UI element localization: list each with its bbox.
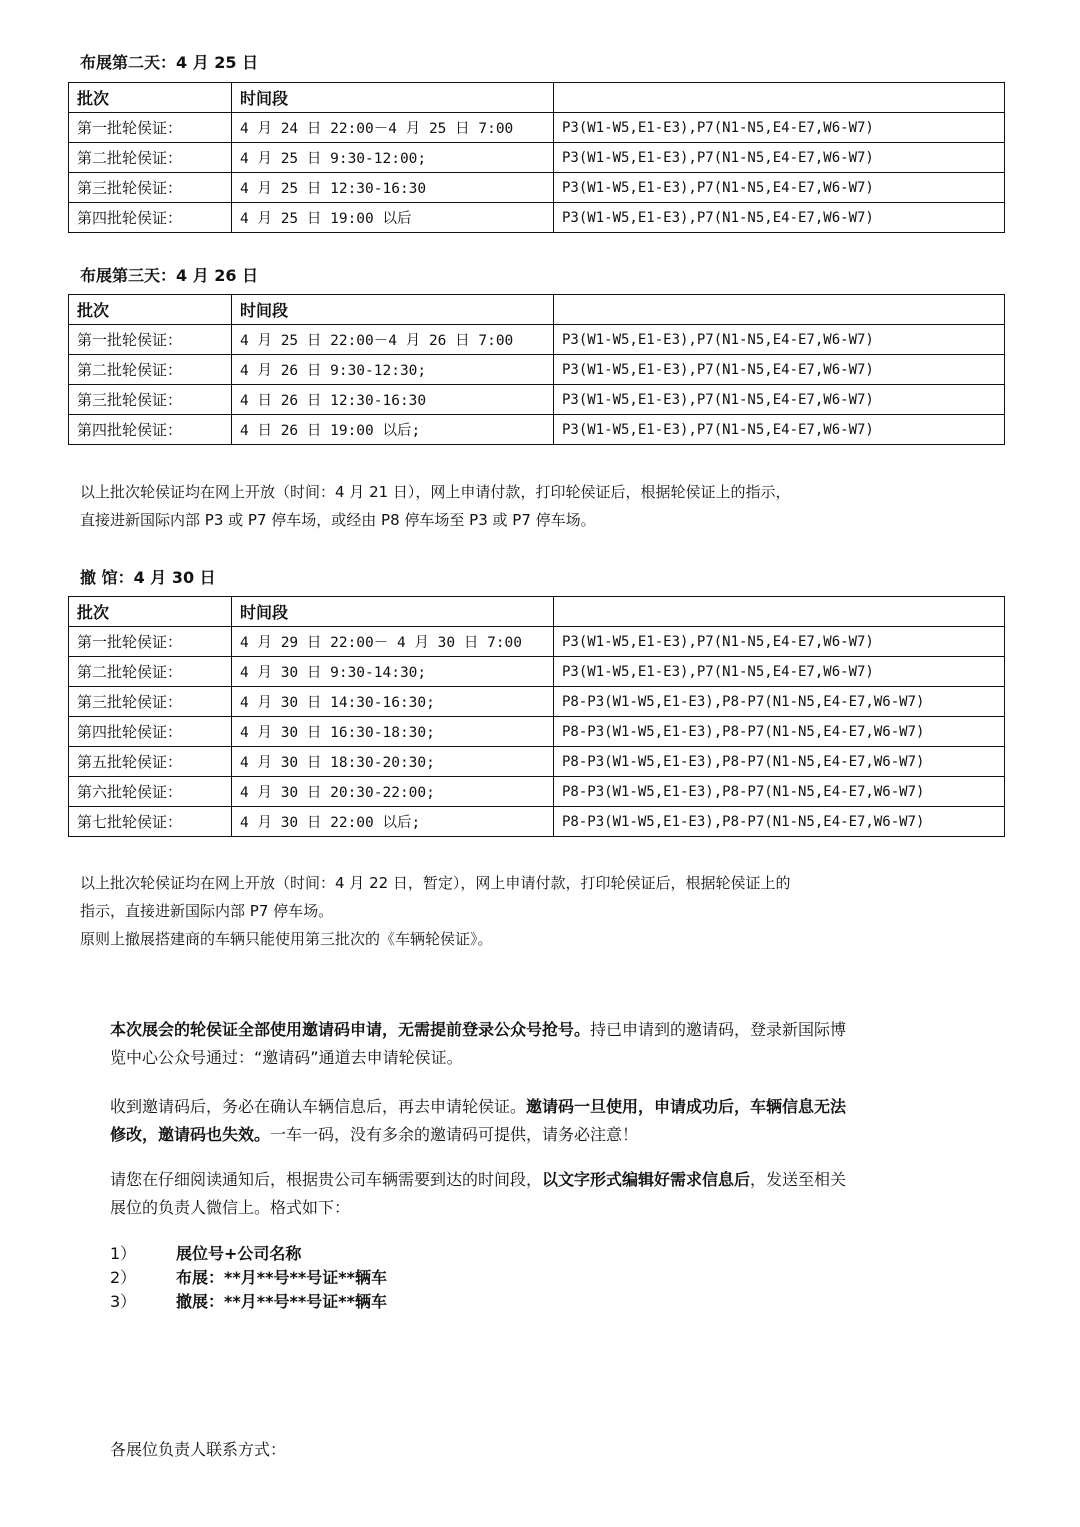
- notice-text: ，发送至相关: [750, 1170, 847, 1189]
- time-cell: 4 月 25 日 19:00 以后: [232, 203, 554, 233]
- time-cell: 4 日 26 日 19:00 以后;: [232, 415, 554, 445]
- table-header-row: [69, 295, 1005, 325]
- header-cell: 批次: [69, 83, 232, 113]
- header-cell: 时间段: [232, 83, 554, 113]
- list-text: 布展：**月**号**号证**辆车: [176, 1268, 387, 1287]
- time-cell: 4 月 25 日 12:30-16:30: [232, 173, 554, 203]
- list-number: 1）: [110, 1244, 137, 1263]
- table-row: [69, 173, 1005, 203]
- batch-cell: 第四批轮侯证：: [69, 717, 232, 747]
- time-cell: 4 月 24 日 22:00－4 月 25 日 7:00: [232, 113, 554, 143]
- parking-cell: P3(W1-W5,E1-E3),P7(N1-N5,E4-E7,W6-W7): [554, 415, 1005, 445]
- parking-cell: P3(W1-W5,E1-E3),P7(N1-N5,E4-E7,W6-W7): [554, 385, 1005, 415]
- list-item: [110, 1290, 710, 1314]
- notice-bold: 修改，邀请码也失效。: [110, 1125, 271, 1144]
- day3-title: 布展第三天：4 月 26 日: [80, 266, 259, 285]
- table-row: [69, 203, 1005, 233]
- note2-line: 以上批次轮侯证均在网上开放（时间：4 月 22 日，暂定），网上申请付款，打印轮侯证后，根据轮侯证上的: [80, 874, 791, 892]
- notice-text: 请您在仔细阅读通知后，根据贵公司车辆需要到达的时间段，: [110, 1170, 543, 1189]
- time-cell: 4 月 29 日 22:00－ 4 月 30 日 7:00: [232, 627, 554, 657]
- note2-paragraph: [80, 869, 1000, 953]
- note2-line: 原则上撤展搭建商的车辆只能使用第三批次的《车辆轮侯证》。: [80, 930, 493, 948]
- table-row: [69, 385, 1005, 415]
- table-row: [69, 627, 1005, 657]
- list-text: 展位号+公司名称: [176, 1244, 302, 1263]
- header-cell: [554, 295, 1005, 325]
- time-cell: 4 月 30 日 22:00 以后;: [232, 807, 554, 837]
- batch-cell: 第一批轮侯证：: [69, 325, 232, 355]
- notice-paragraph-1: [110, 1016, 1000, 1072]
- notice-text: 览中心公众号通过：“邀请码”通道去申请轮侯证。: [110, 1048, 463, 1067]
- batch-cell: 第五批轮侯证：: [69, 747, 232, 777]
- day2-title: 布展第二天：4 月 25 日: [80, 53, 259, 72]
- table-row: [69, 415, 1005, 445]
- parking-cell: P8-P3(W1-W5,E1-E3),P8-P7(N1-N5,E4-E7,W6-W7): [554, 687, 1005, 717]
- table-row: [69, 657, 1005, 687]
- list-item: [110, 1266, 710, 1290]
- parking-cell: P3(W1-W5,E1-E3),P7(N1-N5,E4-E7,W6-W7): [554, 203, 1005, 233]
- table-row: [69, 807, 1005, 837]
- parking-cell: P3(W1-W5,E1-E3),P7(N1-N5,E4-E7,W6-W7): [554, 173, 1005, 203]
- note1-paragraph: [80, 478, 1000, 534]
- notice-paragraph-3: [110, 1166, 1000, 1222]
- table-row: [69, 325, 1005, 355]
- notice-paragraph-2: [110, 1093, 1000, 1149]
- table-row: [69, 747, 1005, 777]
- header-cell: 时间段: [232, 295, 554, 325]
- table-row: [69, 777, 1005, 807]
- batch-cell: 第四批轮侯证：: [69, 203, 232, 233]
- parking-cell: P8-P3(W1-W5,E1-E3),P8-P7(N1-N5,E4-E7,W6-W7): [554, 807, 1005, 837]
- batch-cell: 第二批轮侯证：: [69, 143, 232, 173]
- table-row: [69, 687, 1005, 717]
- batch-cell: 第一批轮侯证：: [69, 113, 232, 143]
- list-number: 2）: [110, 1268, 137, 1287]
- time-cell: 4 月 30 日 20:30-22:00;: [232, 777, 554, 807]
- table-row: [69, 355, 1005, 385]
- teardown-table: [68, 596, 1005, 837]
- note1-line: 以上批次轮侯证均在网上开放（时间：4 月 21 日），网上申请付款，打印轮侯证后，根据轮侯证上的指示，: [80, 483, 791, 501]
- header-cell: 批次: [69, 295, 232, 325]
- parking-cell: P8-P3(W1-W5,E1-E3),P8-P7(N1-N5,E4-E7,W6-W7): [554, 717, 1005, 747]
- table-header-row: [69, 597, 1005, 627]
- batch-cell: 第二批轮侯证：: [69, 355, 232, 385]
- batch-cell: 第七批轮侯证：: [69, 807, 232, 837]
- notice-bold: 邀请码一旦使用，申请成功后，车辆信息无法: [526, 1097, 847, 1116]
- notice-text: 持已申请到的邀请码，登录新国际博: [590, 1020, 847, 1039]
- notice-text: 一车一码，没有多余的邀请码可提供，请务必注意！: [270, 1125, 639, 1144]
- table-row: [69, 717, 1005, 747]
- parking-cell: P3(W1-W5,E1-E3),P7(N1-N5,E4-E7,W6-W7): [554, 627, 1005, 657]
- batch-cell: 第三批轮侯证：: [69, 687, 232, 717]
- day2-table: [68, 82, 1005, 233]
- time-cell: 4 月 25 日 9:30-12:00;: [232, 143, 554, 173]
- notice-text: 展位的负责人微信上。格式如下：: [110, 1198, 351, 1217]
- table-row: [69, 143, 1005, 173]
- batch-cell: 第四批轮侯证：: [69, 415, 232, 445]
- parking-cell: P3(W1-W5,E1-E3),P7(N1-N5,E4-E7,W6-W7): [554, 325, 1005, 355]
- notice-text: 收到邀请码后，务必在确认车辆信息后，再去申请轮侯证。: [110, 1097, 527, 1116]
- table-row: [69, 113, 1005, 143]
- batch-cell: 第六批轮侯证：: [69, 777, 232, 807]
- time-cell: 4 月 30 日 16:30-18:30;: [232, 717, 554, 747]
- parking-cell: P3(W1-W5,E1-E3),P7(N1-N5,E4-E7,W6-W7): [554, 113, 1005, 143]
- contact-label: 各展位负责人联系方式：: [110, 1440, 287, 1459]
- time-cell: 4 月 30 日 18:30-20:30;: [232, 747, 554, 777]
- format-list: [110, 1242, 710, 1314]
- note2-line: 指示，直接进新国际内部 P7 停车场。: [80, 902, 334, 920]
- time-cell: 4 月 25 日 22:00－4 月 26 日 7:00: [232, 325, 554, 355]
- table-header-row: [69, 83, 1005, 113]
- notice-bold: 以文字形式编辑好需求信息后: [542, 1170, 751, 1189]
- list-number: 3）: [110, 1292, 137, 1311]
- parking-cell: P3(W1-W5,E1-E3),P7(N1-N5,E4-E7,W6-W7): [554, 143, 1005, 173]
- header-cell: [554, 83, 1005, 113]
- list-text: 撤展：**月**号**号证**辆车: [176, 1292, 387, 1311]
- time-cell: 4 月 30 日 9:30-14:30;: [232, 657, 554, 687]
- list-item: [110, 1242, 710, 1266]
- batch-cell: 第三批轮侯证：: [69, 385, 232, 415]
- header-cell: 时间段: [232, 597, 554, 627]
- parking-cell: P3(W1-W5,E1-E3),P7(N1-N5,E4-E7,W6-W7): [554, 657, 1005, 687]
- header-cell: [554, 597, 1005, 627]
- batch-cell: 第三批轮侯证：: [69, 173, 232, 203]
- notice-bold: 本次展会的轮侯证全部使用邀请码申请，无需提前登录公众号抢号。: [110, 1020, 591, 1039]
- time-cell: 4 月 26 日 9:30-12:30;: [232, 355, 554, 385]
- time-cell: 4 日 26 日 12:30-16:30: [232, 385, 554, 415]
- parking-cell: P8-P3(W1-W5,E1-E3),P8-P7(N1-N5,E4-E7,W6-W7): [554, 747, 1005, 777]
- header-cell: 批次: [69, 597, 232, 627]
- time-cell: 4 月 30 日 14:30-16:30;: [232, 687, 554, 717]
- note1-line: 直接进新国际内部 P3 或 P7 停车场，或经由 P8 停车场至 P3 或 P7 停车场。: [80, 511, 596, 529]
- day3-table: [68, 294, 1005, 445]
- teardown-title: 撤 馆：4 月 30 日: [80, 568, 216, 587]
- parking-cell: P3(W1-W5,E1-E3),P7(N1-N5,E4-E7,W6-W7): [554, 355, 1005, 385]
- batch-cell: 第二批轮侯证：: [69, 657, 232, 687]
- batch-cell: 第一批轮侯证：: [69, 627, 232, 657]
- parking-cell: P8-P3(W1-W5,E1-E3),P8-P7(N1-N5,E4-E7,W6-W7): [554, 777, 1005, 807]
